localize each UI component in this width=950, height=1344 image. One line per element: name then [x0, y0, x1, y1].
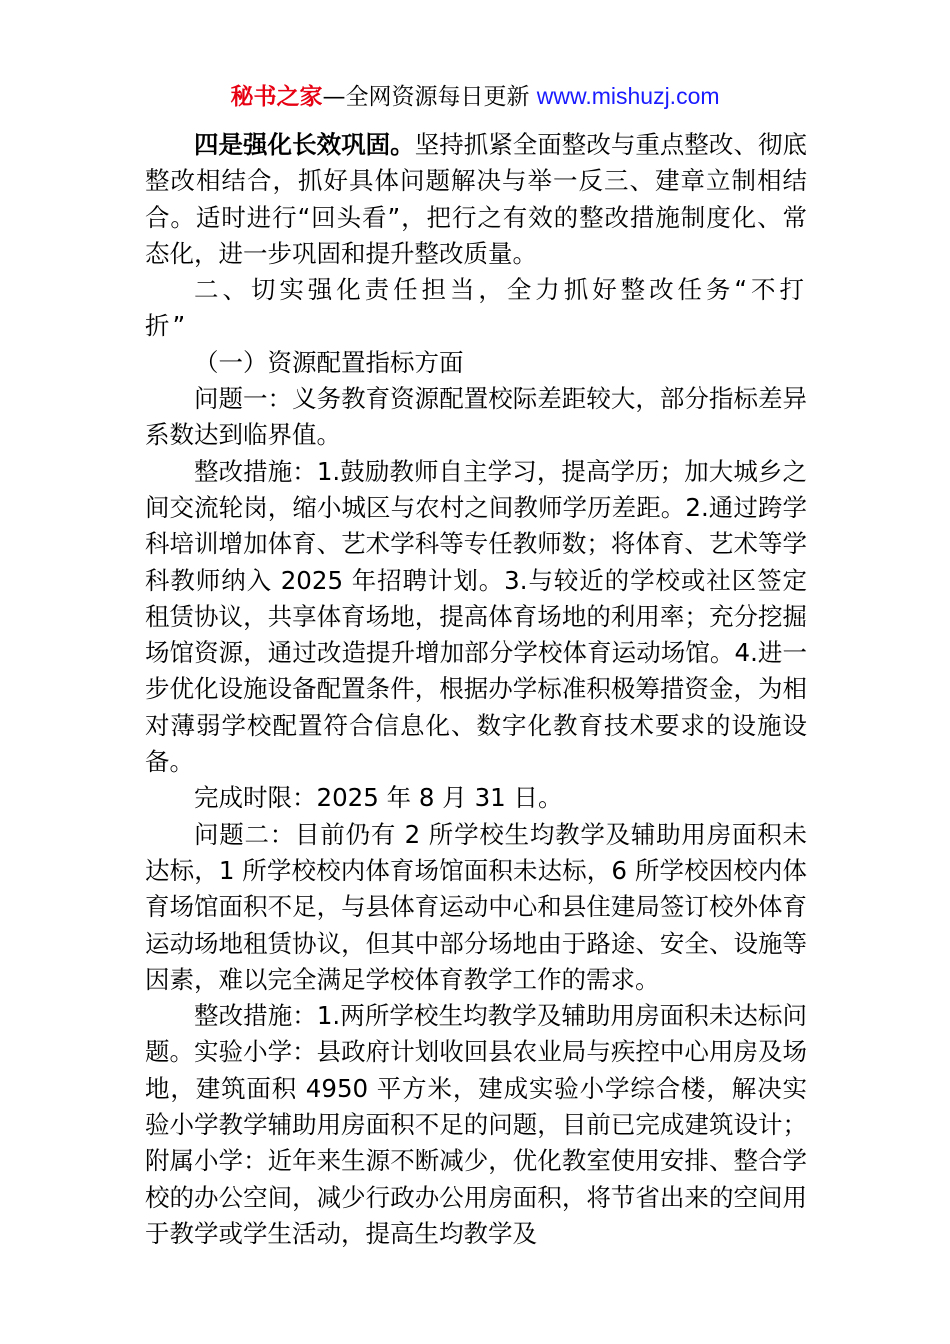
- measures-1: 整改措施：1.鼓励教师自主学习，提高学历；加大城乡之间交流轮岗，缩小城区与农村之间教师学历差距。2.通过跨学科培训增加体育、艺术学科等专任教师数；将体育、艺术等学科教师纳入 2025 年招聘计划。3.与较近的学校或社区签定租赁协议，共享体育场地，提高体育场地的利用率；充分挖掘场馆资源，通过改造提升增加部分学校体育运动场馆。4.进一步优化设施设备配置条件，根据办学标准积极筹措资金，为相对薄弱学校配置符合信息化、数字化教育技术要求的设施设备。: [145, 456, 807, 777]
- header-tagline: —全网资源每日更新: [322, 84, 537, 110]
- issue-1: 问题一：义务教育资源配置校际差距较大，部分指标差异系数达到临界值。: [145, 384, 807, 450]
- paragraph-lead-bold: 四是强化长效巩固。: [194, 130, 415, 159]
- paragraph-text: 坚持抓紧全面整改与重点整改、彻底整改相结合，抓好具体问题解决与举一反三、建章立制相结合。适时进行“回头看”，把行之有效的整改措施制度化、常态化，进一步巩固和提升整改质量。: [145, 130, 807, 268]
- measures-2: 整改措施：1.两所学校生均教学及辅助用房面积未达标问题。实验小学：县政府计划收回县农业局与疾控中心用房及场地，建筑面积 4950 平方米，建成实验小学综合楼，解决实验小学教学辅助用房面积不足的问题，目前已完成建筑设计；附属小学：近年来生源不断减少，优化教室使用安排、整合学校的办公空间，减少行政办公用房面积，将节省出来的空间用于教学或学生活动，提高生均教学及: [145, 1001, 807, 1248]
- section-heading-2: 二、切实强化责任担当，全力抓好整改任务“不打折”: [145, 275, 807, 341]
- issue-2: 问题二：目前仍有 2 所学校生均教学及辅助用房面积未达标，1 所学校校内体育场馆面积未达标，6 所学校因校内体育场馆面积不足，与县体育运动中心和县住建局签订校外体育运动场地租赁协议，但其中部分场地由于路途、安全、设施等因素，难以完全满足学校体育教学工作的需求。: [145, 819, 807, 994]
- paragraph-long-term-consolidation: [145, 127, 807, 272]
- site-header: [0, 80, 950, 113]
- subsection-heading-1: （一）资源配置指标方面: [194, 347, 464, 377]
- document-body: [145, 127, 807, 1252]
- site-url-link[interactable]: www.mishuzj.com: [536, 83, 720, 109]
- deadline-1: 完成时限：2025 年 8 月 31 日。: [194, 783, 563, 813]
- brand-name: 秘书之家: [230, 84, 323, 110]
